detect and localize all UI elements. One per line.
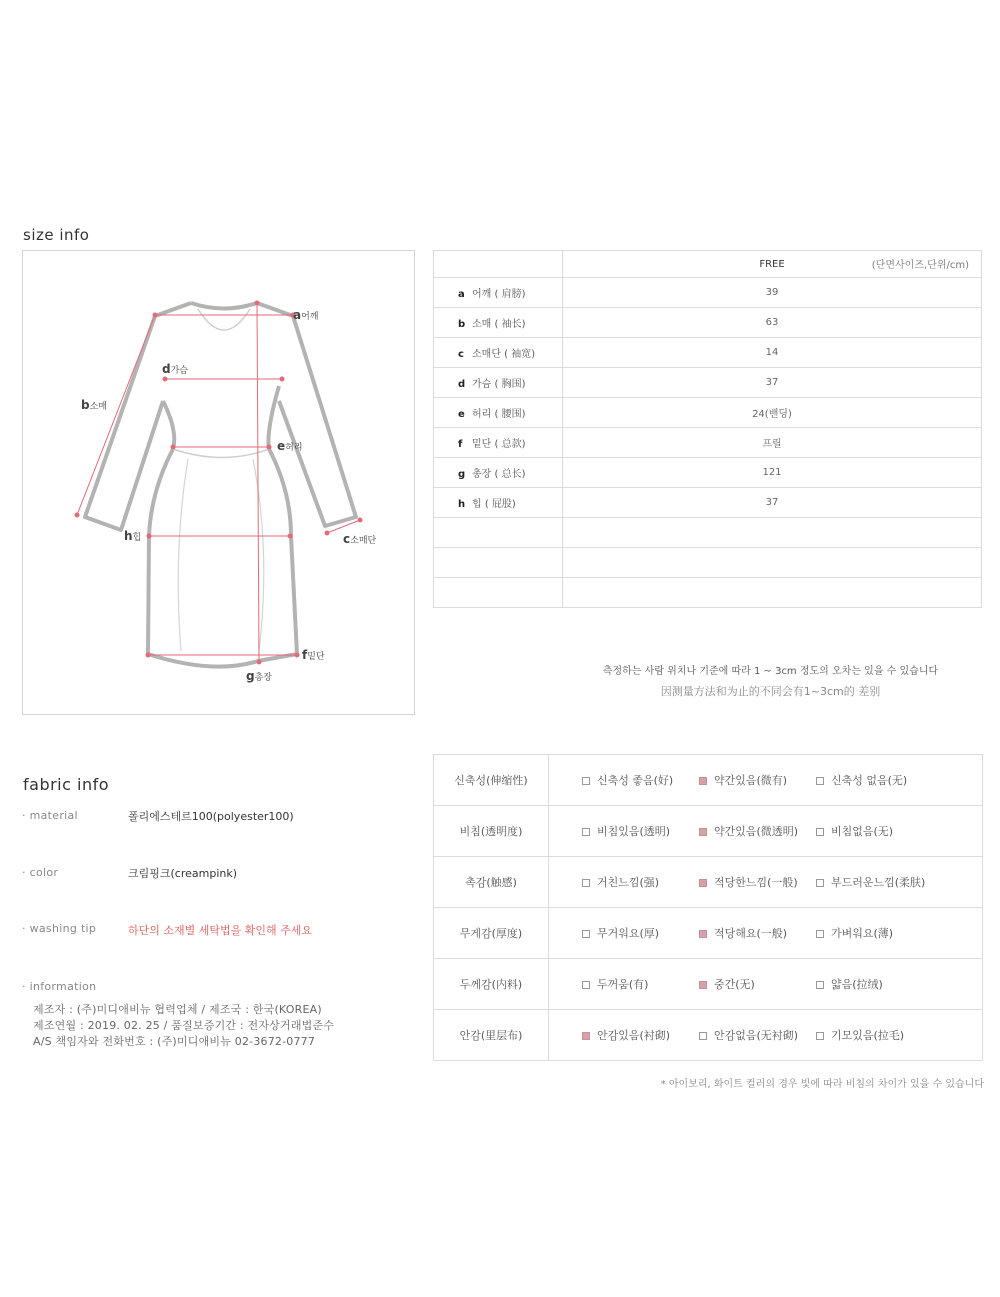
table-row: g 총장 ( 总长) 121 (434, 458, 982, 488)
garment-diagram (22, 250, 415, 715)
checkbox-icon (816, 828, 824, 836)
size-unit-note: (단면사이즈,단위/cm) (871, 260, 969, 271)
label-b-letter: b (81, 398, 90, 412)
option: 안감없음(无衬砌) (699, 1027, 816, 1043)
checkbox-icon (816, 777, 824, 785)
table-row: 안감(里层布) 안감있음(衬砌) 안감없음(无衬砌) 기모있음(拉毛) (434, 1010, 983, 1061)
option: 비침있음(透明) (582, 823, 699, 839)
color-key: · color (22, 866, 59, 879)
washing-tip-value: 하단의 소재별 세탁법을 확인해 주세요 (128, 924, 313, 937)
label-e-text: 허리 (285, 443, 303, 453)
option: 안감있음(衬砌) (582, 1027, 699, 1043)
option: 부드러운느낌(柔肤) (816, 874, 933, 890)
option: 비침없음(无) (816, 823, 933, 839)
checkbox-icon (699, 1032, 707, 1040)
translucency-note: * 아이보리, 화이트 컬러의 경우 빛에 따라 비침의 차이가 있을 수 있습니다 (660, 1079, 984, 1090)
table-row: 두께감(内料) 두꺼움(有) 중간(无) 얇음(拉绒) (434, 959, 983, 1010)
option: 적당한느낌(一般) (699, 874, 816, 890)
label-f-letter: f (302, 648, 308, 662)
checked-box-icon (699, 981, 707, 989)
option: 약간있음(微有) (699, 772, 816, 788)
svg-text:h힙 (124, 529, 141, 543)
dress-measurement-illustration (23, 251, 416, 716)
label-h-text: 힙 (132, 533, 142, 543)
option: 거친느낌(强) (582, 874, 699, 890)
checkbox-icon (582, 777, 590, 785)
fabric-info-title: fabric info (23, 775, 110, 794)
label-d-text: 가슴 (170, 366, 188, 376)
measurement-note-ko: 측정하는 사람 위치나 기준에 따라 1 ~ 3cm 정도의 오차는 있을 수 있습니다 (602, 666, 939, 677)
table-row: e 허리 ( 腰围) 24(밴딩) (434, 398, 982, 428)
table-row: 촉감(触感) 거친느낌(强) 적당한느낌(一般) 부드러운느낌(柔肤) (434, 857, 983, 908)
checked-box-icon (699, 930, 707, 938)
label-g-text: 총장 (254, 673, 272, 683)
option: 두꺼움(有) (582, 976, 699, 992)
table-row: f 밑단 ( 总款) 프릴 (434, 428, 982, 458)
measurement-note-zh: 因测量方法和为止的不同会有1~3cm的 差别 (660, 685, 881, 698)
washing-tip-key: · washing tip (22, 922, 97, 935)
label-c-letter: c (343, 532, 351, 546)
checked-box-icon (582, 1032, 590, 1040)
checkbox-icon (816, 879, 824, 887)
label-f-text: 밑단 (307, 652, 325, 662)
table-row: 신축성(伸缩性) 신축성 좋음(好) 약간있음(微有) 신축성 없음(无) (434, 755, 983, 806)
checkbox-icon (582, 981, 590, 989)
table-row: b 소매 ( 袖长) 63 (434, 308, 982, 338)
info-line-date: 제조연월 : 2019. 02. 25 / 품질보증기간 : 전자상거래법준수 (33, 1019, 335, 1032)
table-row-empty (434, 548, 982, 578)
checked-box-icon (699, 879, 707, 887)
dress-outline (85, 303, 356, 667)
svg-text:g총장 (246, 669, 272, 683)
checkbox-icon (816, 1032, 824, 1040)
option: 얇음(拉绒) (816, 976, 933, 992)
option: 약간있음(微透明) (699, 823, 816, 839)
color-value: 크림핑크(creampink) (128, 867, 238, 880)
label-a-letter: a (293, 308, 302, 322)
label-g-letter: g (246, 669, 255, 683)
label-e-letter: e (277, 439, 286, 453)
size-free-header: FREE (759, 259, 785, 270)
label-b-text: 소매 (89, 402, 107, 412)
label-h-letter: h (124, 529, 133, 543)
checkbox-icon (816, 930, 824, 938)
option: 신축성 없음(无) (816, 772, 933, 788)
option: 기모있음(拉毛) (816, 1027, 933, 1043)
size-table-corner (434, 251, 563, 278)
table-row: d 가슴 ( 胸围) 37 (434, 368, 982, 398)
table-row-empty (434, 518, 982, 548)
material-value: 폴리에스테르100(polyester100) (128, 810, 294, 823)
svg-text:e허리 (277, 439, 303, 453)
measurement-lines (75, 301, 362, 664)
checked-box-icon (699, 828, 707, 836)
label-d-letter: d (162, 362, 171, 376)
checked-box-icon (699, 777, 707, 785)
label-a-text: 어깨 (301, 312, 319, 322)
svg-text:b소매 (81, 398, 107, 412)
option: 가벼워요(薄) (816, 925, 933, 941)
table-row: h 힙 ( 屁股) 37 (434, 488, 982, 518)
measurement-labels (81, 308, 377, 683)
size-info-title: size info (23, 226, 90, 244)
table-row: 무게감(厚度) 무거워요(厚) 적당해요(一般) 가벼워요(薄) (434, 908, 983, 959)
table-row: c 소매단 ( 袖宽) 14 (434, 338, 982, 368)
checkbox-icon (582, 930, 590, 938)
checkbox-icon (582, 879, 590, 887)
info-line-maker: 제조자 : (주)미디애비뉴 협력업체 / 제조국 : 한국(KOREA) (33, 1003, 322, 1016)
option: 무거워요(厚) (582, 925, 699, 941)
svg-text:a어깨 (293, 308, 319, 322)
material-key: · material (22, 809, 78, 822)
table-row: 비침(透明度) 비침있음(透明) 약간있음(微透明) 비침없음(无) (434, 806, 983, 857)
svg-text:f밑단 (302, 648, 325, 662)
information-key: · information (22, 980, 97, 993)
checkbox-icon (816, 981, 824, 989)
size-table (433, 250, 982, 608)
option: 신축성 좋음(好) (582, 772, 699, 788)
option: 적당해요(一般) (699, 925, 816, 941)
option: 중간(无) (699, 976, 816, 992)
size-table-header (434, 251, 982, 278)
svg-text:d가슴 (162, 362, 188, 376)
checkbox-icon (582, 828, 590, 836)
svg-text:c소매단 (343, 532, 377, 546)
label-c-text: 소매단 (350, 536, 377, 546)
info-line-as: A/S 책임자와 전화번호 : (주)미디애비뉴 02-3672-0777 (33, 1035, 316, 1048)
table-row-empty (434, 578, 982, 608)
fabric-properties-table (433, 754, 983, 1061)
table-row: a 어깨 ( 肩膀) 39 (434, 278, 982, 308)
